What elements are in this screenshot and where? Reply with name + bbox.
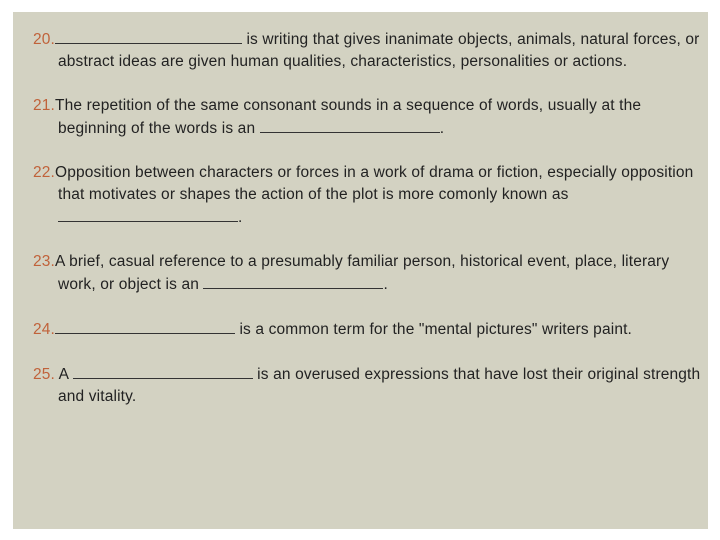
answer-blank <box>55 28 242 44</box>
question-list <box>33 28 703 430</box>
question-22 <box>33 162 703 229</box>
question-text-after: is writing that gives inanimate objects, animals, natural forces, or abstract ideas are given human qualities, characteristics, personalities or actions. <box>58 31 700 70</box>
question-20 <box>33 28 703 73</box>
question-number: 23. <box>33 253 55 270</box>
question-number: 25. <box>33 366 55 383</box>
question-text-before: A <box>55 366 73 383</box>
question-25 <box>33 363 703 408</box>
answer-blank <box>55 318 235 334</box>
question-text-after: . <box>238 209 243 226</box>
answer-blank <box>260 117 440 133</box>
question-text-before: The repetition of the same consonant sounds in a sequence of words, usually at the beginning of the words is an <box>55 97 642 137</box>
question-number: 24. <box>33 321 55 338</box>
answer-blank <box>73 363 253 379</box>
question-text-after: is an overused expressions that have lost their original strength and vitality. <box>58 366 701 405</box>
question-24 <box>33 318 703 341</box>
question-number: 21. <box>33 97 55 114</box>
answer-blank <box>58 206 238 222</box>
answer-blank <box>203 273 383 289</box>
question-text-after: . <box>383 276 388 293</box>
question-text-after: is a common term for the "mental pictures" writers paint. <box>235 321 633 338</box>
question-21 <box>33 95 703 140</box>
question-23 <box>33 251 703 296</box>
slide <box>13 12 708 529</box>
question-text-before: A brief, casual reference to a presumably familiar person, historical event, place, literary work, or object is an <box>55 253 670 293</box>
question-number: 20. <box>33 31 55 48</box>
question-text-after: . <box>439 120 445 137</box>
question-text-before: Opposition between characters or forces in a work of drama or fiction, especially opposition that motivates or shapes the action of the plot is more comonly known as <box>55 164 694 203</box>
question-number: 22. <box>33 164 55 181</box>
